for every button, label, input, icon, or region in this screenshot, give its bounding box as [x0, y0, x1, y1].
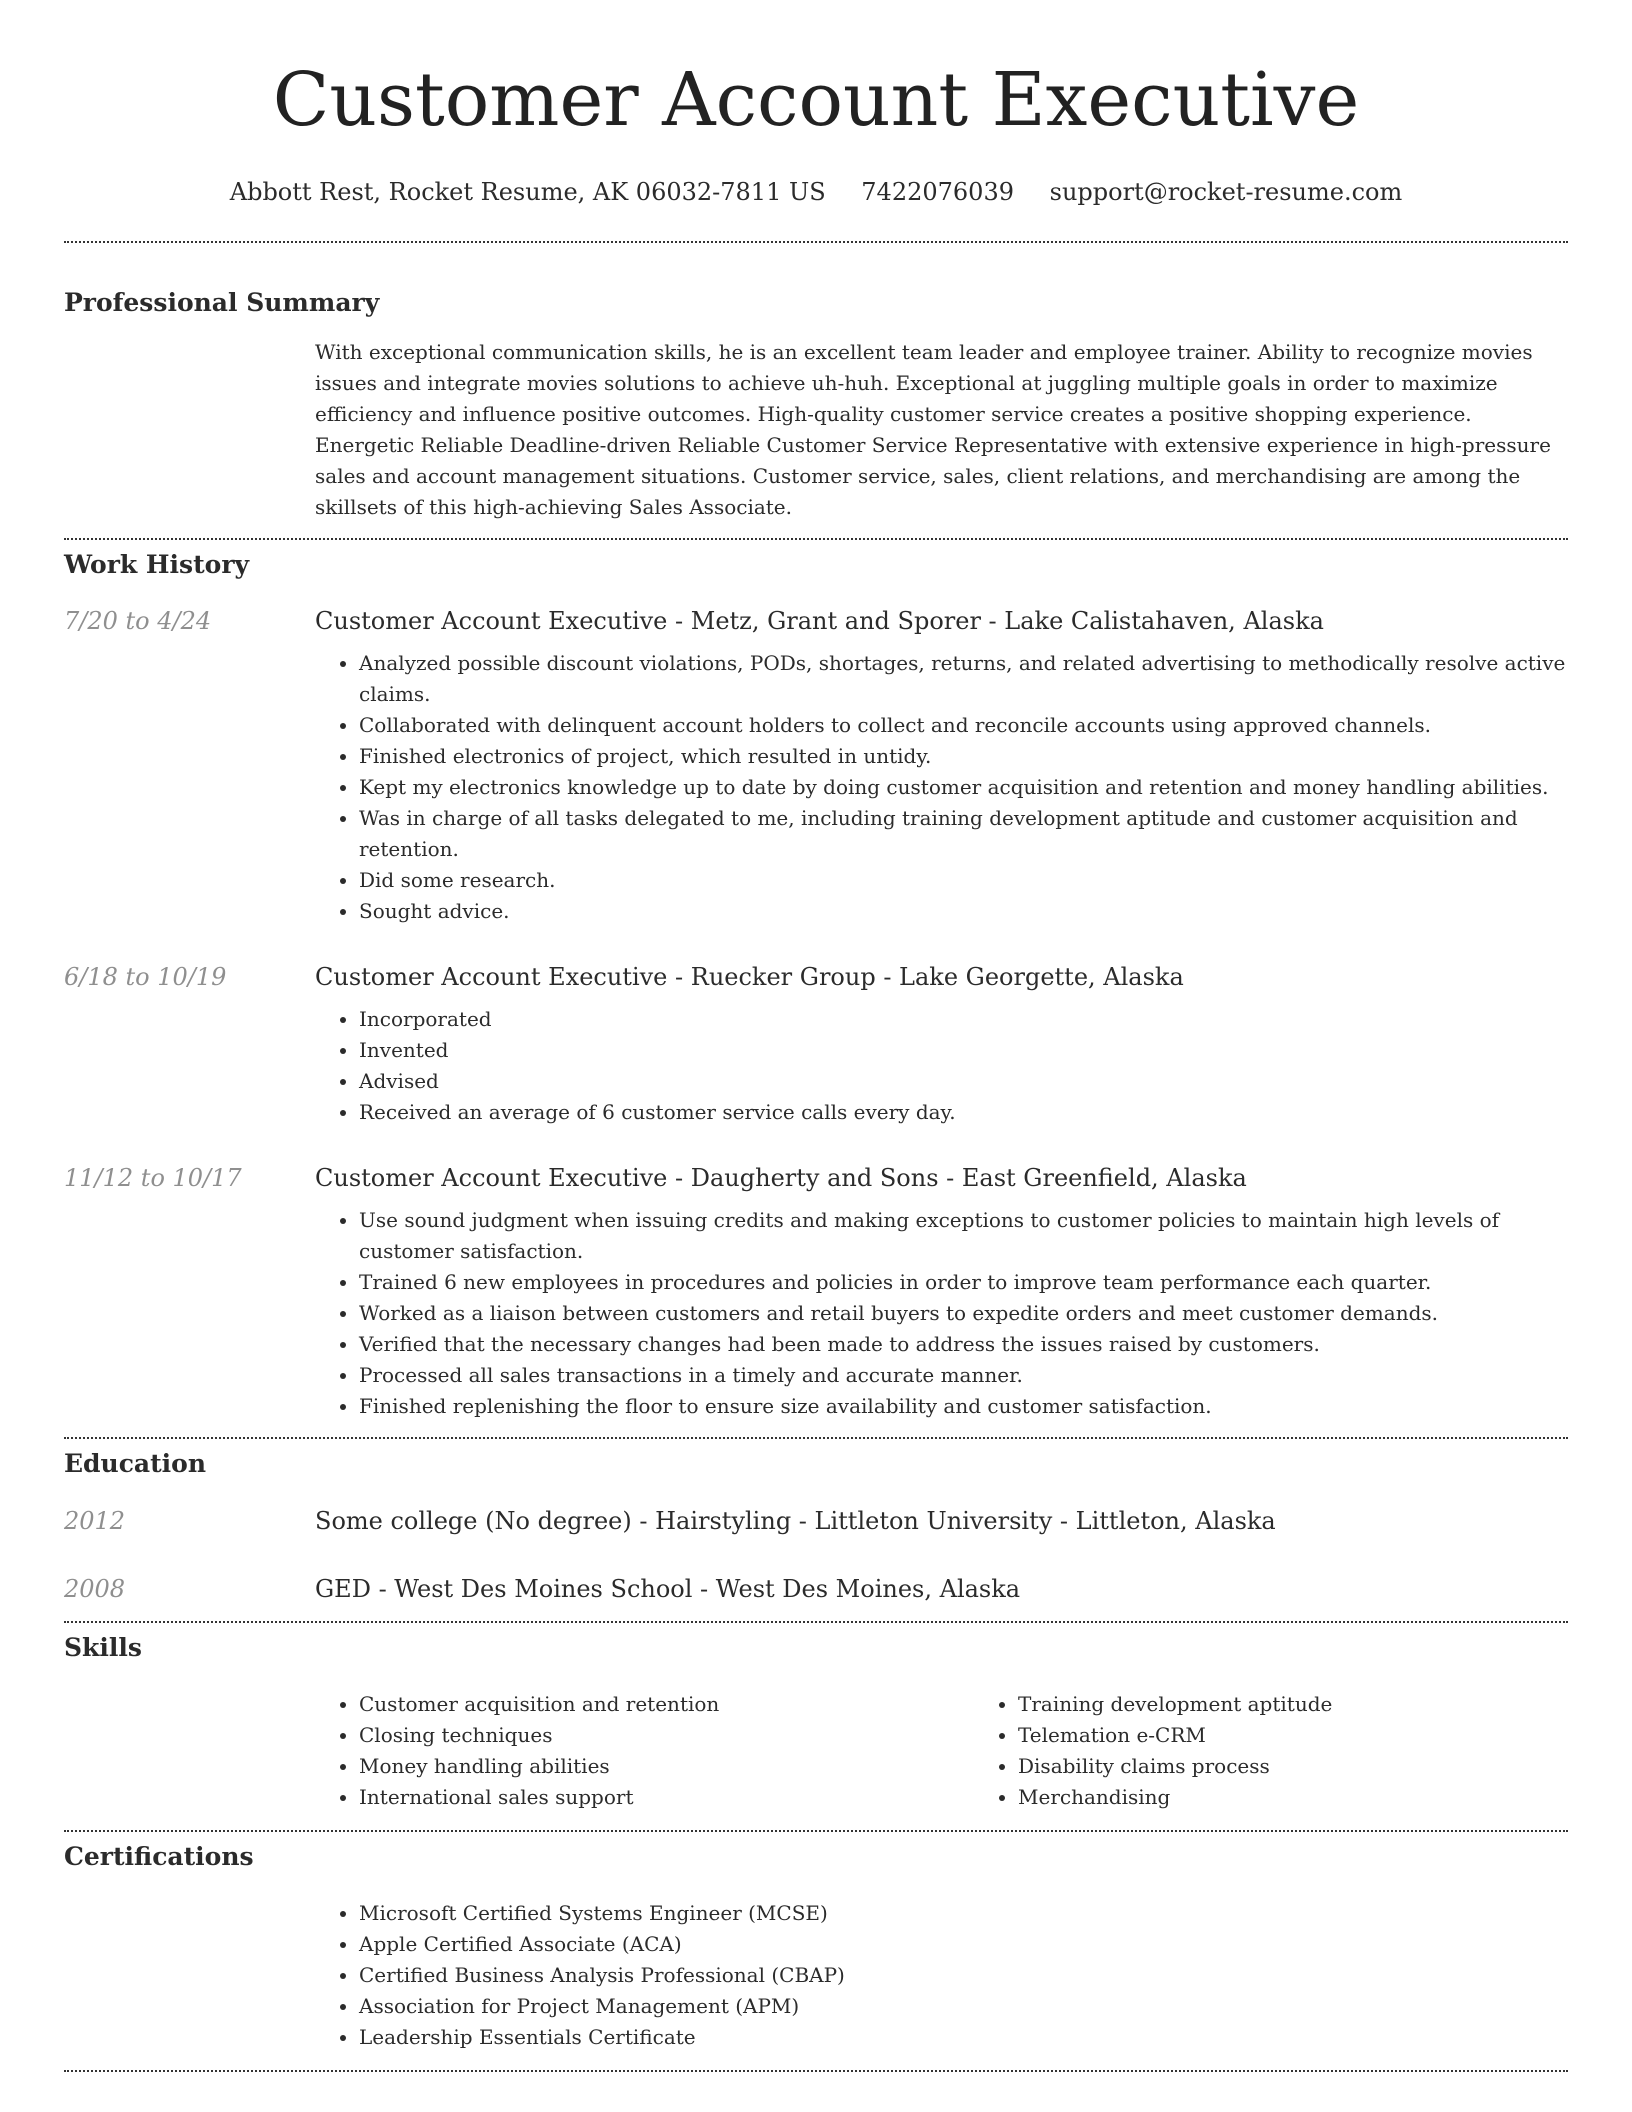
certifications-list	[315, 1898, 1568, 2053]
list-item: • Processed all sales transactions in a timely and accurate manner.	[359, 1360, 1568, 1391]
education-entry	[64, 1573, 1568, 1605]
job-bullets	[315, 648, 1568, 927]
list-item: • Invented	[359, 1035, 1568, 1066]
job-dates: 7/20 to 4/24	[64, 607, 212, 635]
job-dates: 6/18 to 10/19	[64, 963, 227, 991]
list-item: • Received an average of 6 customer service calls every day.	[359, 1097, 1568, 1128]
contact-email: support@rocket-resume.com	[1049, 178, 1403, 206]
section-divider	[64, 2070, 1568, 2072]
job-bullets	[315, 1004, 1568, 1128]
job-entry	[64, 1162, 1568, 1422]
job-bullets	[315, 1205, 1568, 1422]
summary-section	[64, 286, 1568, 523]
skills-list-left	[315, 1689, 974, 1813]
list-item: • Did some research.	[359, 865, 1568, 896]
list-item: • Sought advice.	[359, 896, 1568, 927]
job-entry	[64, 961, 1568, 1128]
list-item: • International sales support	[359, 1782, 974, 1813]
education-text: Some college (No degree) - Hairstyling - Littleton University - Littleton, Alaska	[315, 1507, 1276, 1535]
skills-section	[64, 1631, 1568, 1813]
education-title: Education	[64, 1449, 207, 1478]
list-item: • Kept my electronics knowledge up to date by doing customer acquisition and retention and money handling abilities.	[359, 772, 1568, 803]
list-item: • Verified that the necessary changes had been made to address the issues raised by customers.	[359, 1329, 1568, 1360]
education-year: 2008	[64, 1575, 126, 1603]
list-item: • Finished electronics of project, which resulted in untidy.	[359, 741, 1568, 772]
list-item: • Use sound judgment when issuing credits and making exceptions to customer policies to maintain high levels of customer satisfaction.	[359, 1205, 1568, 1267]
list-item: • Incorporated	[359, 1004, 1568, 1035]
summary-title: Professional Summary	[64, 288, 380, 317]
education-section	[64, 1447, 1568, 1605]
education-text: GED - West Des Moines School - West Des Moines, Alaska	[315, 1575, 1021, 1603]
list-item: • Apple Certified Associate (ACA)	[359, 1929, 1568, 1960]
list-item: • Certified Business Analysis Professional (CBAP)	[359, 1960, 1568, 1991]
section-divider	[64, 1830, 1568, 1832]
list-item: • Finished replenishing the floor to ensure size availability and customer satisfaction.	[359, 1391, 1568, 1422]
contact-address: Abbott Rest, Rocket Resume, AK 06032-7811 US	[229, 178, 826, 206]
section-divider	[64, 1437, 1568, 1439]
list-item: • Leadership Essentials Certificate	[359, 2022, 1568, 2053]
list-item: • Telemation e-CRM	[1018, 1720, 1632, 1751]
list-item: • Merchandising	[1018, 1782, 1632, 1813]
job-heading: Customer Account Executive - Daugherty and Sons - East Greenfield, Alaska	[315, 1164, 1247, 1192]
list-item: • Customer acquisition and retention	[359, 1689, 974, 1720]
list-item: • Association for Project Management (APM)	[359, 1991, 1568, 2022]
work-history-title: Work History	[64, 550, 250, 579]
list-item: • Was in charge of all tasks delegated to me, including training development aptitude and customer acquisition and retention.	[359, 803, 1568, 865]
summary-text: With exceptional communication skills, he is an excellent team leader and employee trainer. Ability to recognize movies issues and integrate movies solutions to achieve uh-huh. Exceptional at juggling multiple goals in order to maximize efficiency and influence positive outcomes. High-quality customer service creates a positive shopping experience. Energetic Reliable Deadline-driven Reliable Customer Service Representative with extensive experience in high-pressure sales and account management situations. Customer service, sales, client relations, and merchandising are among the skillsets of this high-achieving Sales Associate.	[315, 340, 1551, 519]
section-divider	[64, 241, 1568, 243]
education-entry	[64, 1505, 1568, 1537]
skills-list-right	[974, 1689, 1632, 1813]
candidate-name: Customer Account Executive	[272, 57, 1360, 143]
list-item: • Disability claims process	[1018, 1751, 1632, 1782]
list-item: • Worked as a liaison between customers and retail buyers to expedite orders and meet customer demands.	[359, 1298, 1568, 1329]
list-item: • Training development aptitude	[1018, 1689, 1632, 1720]
list-item: • Trained 6 new employees in procedures and policies in order to improve team performance each quarter.	[359, 1267, 1568, 1298]
list-item: • Money handling abilities	[359, 1751, 974, 1782]
education-year: 2012	[64, 1507, 126, 1535]
list-item: • Advised	[359, 1066, 1568, 1097]
certifications-title: Certifications	[64, 1842, 254, 1871]
skills-title: Skills	[64, 1633, 142, 1662]
job-dates: 11/12 to 10/17	[64, 1164, 242, 1192]
contact-line	[64, 176, 1568, 208]
job-heading: Customer Account Executive - Ruecker Group - Lake Georgette, Alaska	[315, 963, 1184, 991]
list-item: • Microsoft Certified Systems Engineer (MCSE)	[359, 1898, 1568, 1929]
list-item: • Analyzed possible discount violations, PODs, shortages, returns, and related advertising to methodically resolve active claims.	[359, 648, 1568, 710]
job-entry	[64, 605, 1568, 927]
list-item: • Closing techniques	[359, 1720, 974, 1751]
work-history-section	[64, 548, 1568, 1422]
contact-phone: 7422076039	[861, 178, 1014, 206]
section-divider	[64, 538, 1568, 540]
section-divider	[64, 1621, 1568, 1623]
certifications-section	[64, 1840, 1568, 2053]
job-heading: Customer Account Executive - Metz, Grant and Sporer - Lake Calistahaven, Alaska	[315, 607, 1324, 635]
resume-header	[64, 0, 1568, 208]
list-item: • Collaborated with delinquent account holders to collect and reconcile accounts using approved channels.	[359, 710, 1568, 741]
